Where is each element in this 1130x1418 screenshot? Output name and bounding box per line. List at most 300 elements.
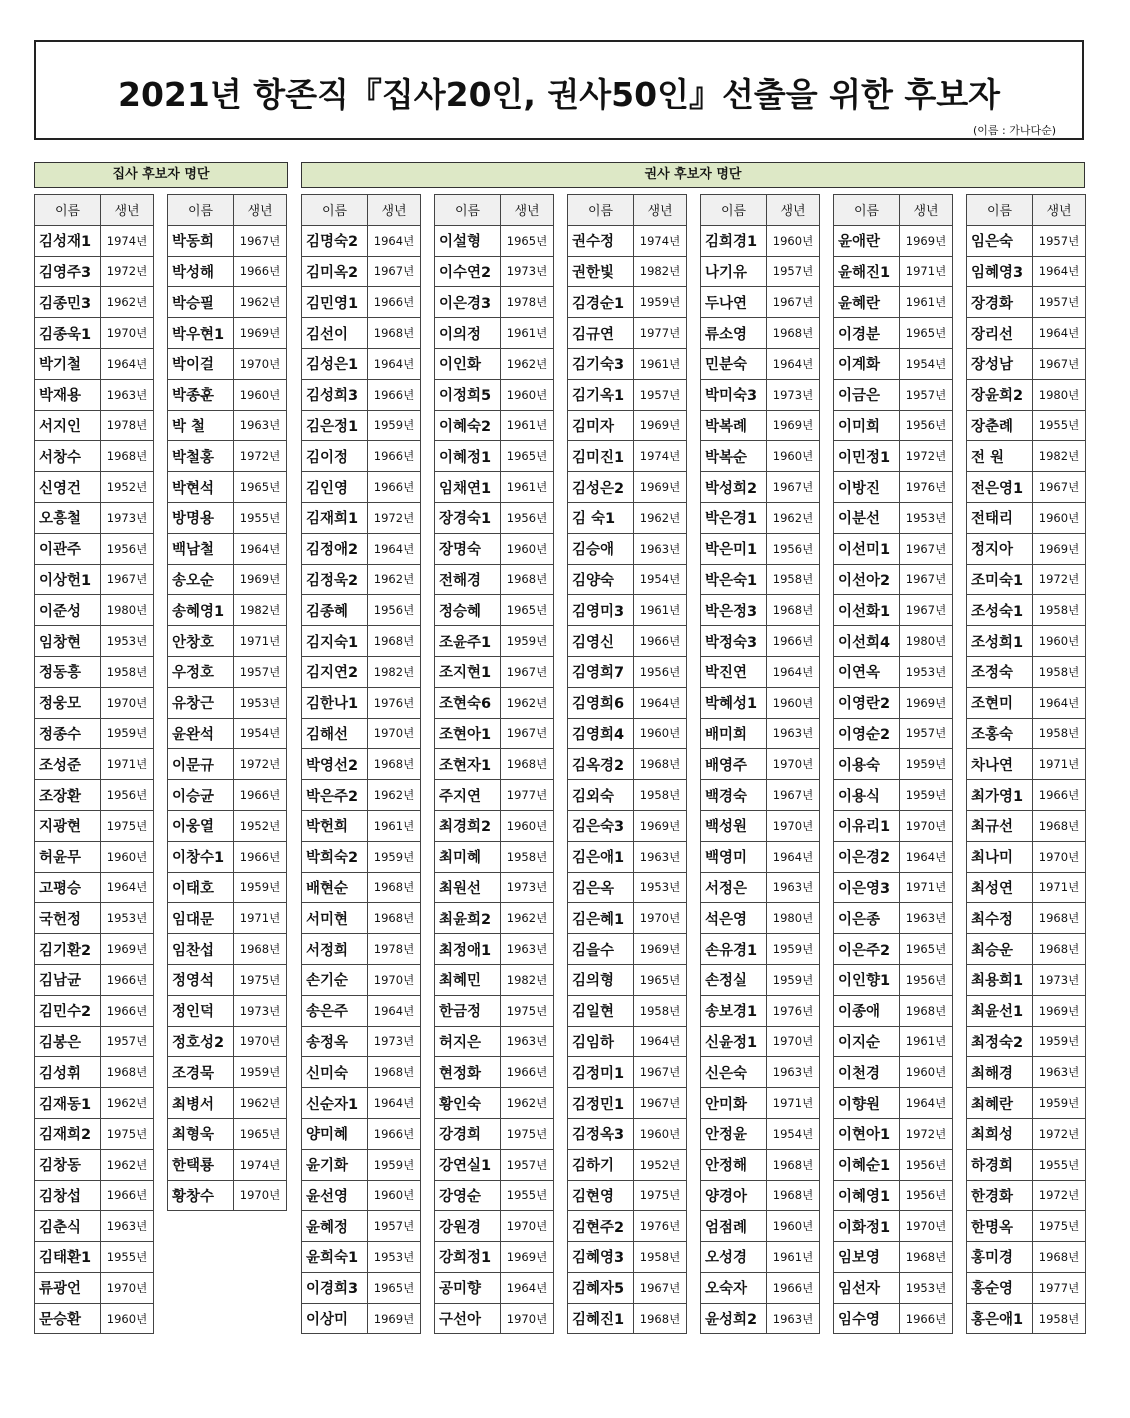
candidate-row (568, 1303, 687, 1334)
candidate-row (568, 749, 687, 780)
candidate-name: 박진연 (701, 656, 767, 687)
candidate-row (701, 903, 820, 934)
candidate-name: 이유리1 (834, 810, 900, 841)
candidate-birth-year: 1961년 (900, 1026, 953, 1057)
candidate-name: 장춘례 (967, 410, 1033, 441)
candidate-birth-year: 1960년 (501, 810, 554, 841)
deacon-list-2 (167, 194, 287, 1211)
kwonsa-list-5 (833, 194, 953, 1334)
candidate-row (435, 1211, 554, 1242)
candidate-row (435, 379, 554, 410)
candidate-birth-year: 1961년 (634, 348, 687, 379)
candidate-row (834, 964, 953, 995)
candidate-row (834, 1088, 953, 1119)
candidate-birth-year: 1962년 (767, 502, 820, 533)
candidate-name: 김기옥1 (568, 379, 634, 410)
candidate-name: 임혜영3 (967, 256, 1033, 287)
candidate-name: 이선미1 (834, 533, 900, 564)
candidate-birth-year: 1966년 (767, 1272, 820, 1303)
candidate-row (302, 564, 421, 595)
candidate-birth-year: 1968년 (101, 441, 154, 472)
candidate-birth-year: 1977년 (501, 780, 554, 811)
candidate-name: 이인화 (435, 348, 501, 379)
candidate-birth-year: 1968년 (900, 1242, 953, 1273)
candidate-birth-year: 1970년 (1033, 841, 1086, 872)
candidate-birth-year: 1957년 (234, 656, 287, 687)
candidate-birth-year: 1957년 (900, 718, 953, 749)
candidate-row (967, 872, 1086, 903)
candidate-birth-year: 1976년 (767, 995, 820, 1026)
candidate-birth-year: 1962년 (101, 1088, 154, 1119)
candidate-row (568, 964, 687, 995)
candidate-name: 김임하 (568, 1026, 634, 1057)
candidate-row (701, 1088, 820, 1119)
candidate-row (35, 780, 154, 811)
candidate-birth-year: 1968년 (368, 903, 421, 934)
candidate-name: 김의형 (568, 964, 634, 995)
candidate-name: 석은영 (701, 903, 767, 934)
candidate-row (834, 348, 953, 379)
candidate-birth-year: 1958년 (1033, 595, 1086, 626)
candidate-row (568, 472, 687, 503)
candidate-birth-year: 1972년 (234, 441, 287, 472)
candidate-birth-year: 1967년 (767, 780, 820, 811)
candidate-birth-year: 1953년 (900, 502, 953, 533)
candidate-row (701, 379, 820, 410)
candidate-birth-year: 1956년 (101, 780, 154, 811)
candidate-row (302, 441, 421, 472)
candidate-row (35, 256, 154, 287)
candidate-name: 최가영1 (967, 780, 1033, 811)
candidate-row (302, 934, 421, 965)
candidate-row (834, 810, 953, 841)
candidate-name: 임채연1 (435, 472, 501, 503)
candidate-birth-year: 1973년 (1033, 964, 1086, 995)
candidate-name: 이현아1 (834, 1118, 900, 1149)
candidate-row (967, 687, 1086, 718)
candidate-row (967, 1242, 1086, 1273)
candidate-name: 박현석 (168, 472, 234, 503)
candidate-name: 김종혜 (302, 595, 368, 626)
candidate-row (967, 1272, 1086, 1303)
candidate-name: 최성연 (967, 872, 1033, 903)
candidate-birth-year: 1959년 (368, 1149, 421, 1180)
candidate-birth-year: 1961년 (900, 287, 953, 318)
candidate-birth-year: 1969년 (234, 564, 287, 595)
candidate-name: 이은주2 (834, 934, 900, 965)
candidate-name: 박희숙2 (302, 841, 368, 872)
candidate-birth-year: 1964년 (101, 348, 154, 379)
candidate-row (168, 379, 287, 410)
candidate-name: 김성재1 (35, 225, 101, 256)
candidate-birth-year: 1967년 (501, 718, 554, 749)
candidate-name: 김정미1 (568, 1057, 634, 1088)
candidate-birth-year: 1966년 (501, 1057, 554, 1088)
candidate-name: 박기철 (35, 348, 101, 379)
candidate-name: 김종욱1 (35, 318, 101, 349)
candidate-name: 장경화 (967, 287, 1033, 318)
candidate-row (568, 1118, 687, 1149)
candidate-birth-year: 1973년 (501, 256, 554, 287)
candidate-row (701, 656, 820, 687)
candidate-name: 김혜자5 (568, 1272, 634, 1303)
candidate-birth-year: 1967년 (900, 564, 953, 595)
candidate-birth-year: 1970년 (900, 1211, 953, 1242)
candidate-birth-year: 1964년 (767, 841, 820, 872)
candidate-row (701, 472, 820, 503)
candidate-row (302, 749, 421, 780)
candidate-row (568, 1088, 687, 1119)
candidate-birth-year: 1964년 (634, 1026, 687, 1057)
candidate-name: 안미화 (701, 1088, 767, 1119)
candidate-birth-year: 1969년 (900, 225, 953, 256)
candidate-name: 조성숙1 (967, 595, 1033, 626)
candidate-name: 윤애란 (834, 225, 900, 256)
candidate-row (35, 903, 154, 934)
candidate-name: 최승운 (967, 934, 1033, 965)
candidate-name: 서지인 (35, 410, 101, 441)
candidate-name: 박은정3 (701, 595, 767, 626)
candidate-row (701, 687, 820, 718)
candidate-birth-year: 1955년 (101, 1242, 154, 1273)
candidate-row (435, 595, 554, 626)
candidate-row (701, 780, 820, 811)
candidate-row (967, 934, 1086, 965)
candidate-row (967, 287, 1086, 318)
candidate-birth-year: 1982년 (1033, 441, 1086, 472)
candidate-row (568, 318, 687, 349)
candidate-birth-year: 1961년 (767, 1242, 820, 1273)
candidate-row (35, 687, 154, 718)
candidate-row (35, 1272, 154, 1303)
candidate-name: 백영미 (701, 841, 767, 872)
candidate-row (435, 1088, 554, 1119)
candidate-row (302, 1057, 421, 1088)
candidate-birth-year: 1968년 (501, 564, 554, 595)
candidate-row (168, 1088, 287, 1119)
candidate-birth-year: 1952년 (234, 810, 287, 841)
candidate-birth-year: 1958년 (634, 780, 687, 811)
candidate-birth-year: 1958년 (634, 995, 687, 1026)
candidate-row (302, 964, 421, 995)
candidate-name: 박승필 (168, 287, 234, 318)
candidate-row (834, 1303, 953, 1334)
candidate-row (568, 810, 687, 841)
kwonsa-section-header: 권사 후보자 명단 (301, 162, 1085, 188)
candidate-row (435, 1026, 554, 1057)
candidate-name: 윤완석 (168, 718, 234, 749)
candidate-name: 김인영 (302, 472, 368, 503)
candidate-row (302, 718, 421, 749)
candidate-birth-year: 1963년 (767, 718, 820, 749)
candidate-birth-year: 1964년 (900, 841, 953, 872)
candidate-row (967, 472, 1086, 503)
candidate-birth-year: 1968년 (234, 934, 287, 965)
candidate-row (302, 225, 421, 256)
candidate-name: 박은숙1 (701, 564, 767, 595)
candidate-birth-year: 1957년 (1033, 225, 1086, 256)
candidate-name: 공미향 (435, 1272, 501, 1303)
candidate-row (568, 225, 687, 256)
candidate-name: 김승애 (568, 533, 634, 564)
candidate-name: 서정은 (701, 872, 767, 903)
candidate-row (168, 256, 287, 287)
candidate-row (568, 656, 687, 687)
candidate-name: 이향원 (834, 1088, 900, 1119)
candidate-birth-year: 1975년 (501, 1118, 554, 1149)
candidate-row (568, 533, 687, 564)
candidate-birth-year: 1964년 (234, 533, 287, 564)
candidate-birth-year: 1953년 (101, 903, 154, 934)
candidate-row (35, 995, 154, 1026)
candidate-birth-year: 1968년 (368, 318, 421, 349)
candidate-birth-year: 1961년 (501, 318, 554, 349)
candidate-name: 김이정 (302, 441, 368, 472)
candidate-birth-year: 1975년 (101, 810, 154, 841)
candidate-row (701, 1303, 820, 1334)
candidate-row (834, 410, 953, 441)
candidate-row (302, 995, 421, 1026)
candidate-row (435, 626, 554, 657)
candidate-row (967, 502, 1086, 533)
candidate-birth-year: 1975년 (234, 964, 287, 995)
candidate-birth-year: 1977년 (1033, 1272, 1086, 1303)
candidate-name: 김성은1 (302, 348, 368, 379)
candidate-row (967, 441, 1086, 472)
candidate-name: 신영건 (35, 472, 101, 503)
candidate-row (168, 1180, 287, 1211)
candidate-birth-year: 1977년 (634, 318, 687, 349)
candidate-birth-year: 1967년 (101, 564, 154, 595)
candidate-name: 허지은 (435, 1026, 501, 1057)
candidate-birth-year: 1976년 (900, 472, 953, 503)
candidate-name: 김미진1 (568, 441, 634, 472)
candidate-row (967, 718, 1086, 749)
candidate-name: 최윤희2 (435, 903, 501, 934)
candidate-name: 양경아 (701, 1180, 767, 1211)
candidate-name: 최원선 (435, 872, 501, 903)
candidate-birth-year: 1952년 (634, 1149, 687, 1180)
candidate-birth-year: 1966년 (634, 626, 687, 657)
candidate-name: 차나연 (967, 749, 1033, 780)
candidate-name: 최혜민 (435, 964, 501, 995)
name-header: 이름 (834, 195, 900, 226)
candidate-name: 김지숙1 (302, 626, 368, 657)
candidate-birth-year: 1964년 (1033, 256, 1086, 287)
candidate-row (967, 1180, 1086, 1211)
candidate-birth-year: 1957년 (101, 1026, 154, 1057)
candidate-row (435, 318, 554, 349)
candidate-birth-year: 1967년 (501, 656, 554, 687)
candidate-row (701, 1211, 820, 1242)
candidate-name: 최규선 (967, 810, 1033, 841)
candidate-name: 김민영1 (302, 287, 368, 318)
candidate-row (35, 1180, 154, 1211)
candidate-birth-year: 1974년 (634, 441, 687, 472)
candidate-row (302, 872, 421, 903)
name-header: 이름 (302, 195, 368, 226)
candidate-birth-year: 1953년 (368, 1242, 421, 1273)
candidate-name: 신은숙 (701, 1057, 767, 1088)
candidate-birth-year: 1980년 (900, 626, 953, 657)
candidate-name: 박정숙3 (701, 626, 767, 657)
candidate-row (435, 287, 554, 318)
candidate-birth-year: 1957년 (900, 379, 953, 410)
candidate-row (701, 718, 820, 749)
candidate-birth-year: 1970년 (634, 903, 687, 934)
candidate-name: 박헌희 (302, 810, 368, 841)
candidate-name: 손유경1 (701, 934, 767, 965)
candidate-row (701, 626, 820, 657)
candidate-birth-year: 1959년 (1033, 1026, 1086, 1057)
candidate-birth-year: 1960년 (767, 687, 820, 718)
candidate-row (967, 1088, 1086, 1119)
candidate-name: 황창수 (168, 1180, 234, 1211)
candidate-row (701, 1180, 820, 1211)
candidate-row (701, 348, 820, 379)
candidate-row (701, 872, 820, 903)
candidate-birth-year: 1967년 (634, 1088, 687, 1119)
birth-year-header: 생년 (900, 195, 953, 226)
candidate-row (701, 1026, 820, 1057)
candidate-name: 전태리 (967, 502, 1033, 533)
candidate-birth-year: 1958년 (1033, 656, 1086, 687)
candidate-name: 김하기 (568, 1149, 634, 1180)
candidate-birth-year: 1956년 (767, 533, 820, 564)
candidate-birth-year: 1958년 (1033, 718, 1086, 749)
candidate-name: 이의정 (435, 318, 501, 349)
candidate-name: 양미혜 (302, 1118, 368, 1149)
candidate-row (568, 1057, 687, 1088)
candidate-birth-year: 1963년 (634, 841, 687, 872)
candidate-birth-year: 1969년 (767, 410, 820, 441)
candidate-row (701, 441, 820, 472)
candidate-row (168, 533, 287, 564)
candidate-row (435, 564, 554, 595)
candidate-birth-year: 1973년 (501, 872, 554, 903)
candidate-row (834, 1026, 953, 1057)
candidate-name: 오성경 (701, 1242, 767, 1273)
candidate-row (701, 502, 820, 533)
candidate-birth-year: 1966년 (368, 441, 421, 472)
candidate-name: 이혜순1 (834, 1149, 900, 1180)
candidate-birth-year: 1956년 (501, 502, 554, 533)
candidate-birth-year: 1980년 (101, 595, 154, 626)
candidate-name: 이영순2 (834, 718, 900, 749)
candidate-row (834, 502, 953, 533)
candidate-name: 고평승 (35, 872, 101, 903)
candidate-row (701, 287, 820, 318)
candidate-name: 정인덕 (168, 995, 234, 1026)
candidate-name: 이정희5 (435, 379, 501, 410)
candidate-birth-year: 1971년 (767, 1088, 820, 1119)
candidate-birth-year: 1965년 (501, 595, 554, 626)
candidate-name: 윤해진1 (834, 256, 900, 287)
candidate-row (568, 718, 687, 749)
candidate-name: 두나연 (701, 287, 767, 318)
candidate-row (435, 749, 554, 780)
candidate-name: 김현영 (568, 1180, 634, 1211)
candidate-row (834, 256, 953, 287)
candidate-birth-year: 1971년 (234, 903, 287, 934)
candidate-row (168, 626, 287, 657)
candidate-birth-year: 1964년 (368, 1088, 421, 1119)
candidate-name: 이상미 (302, 1303, 368, 1334)
candidate-birth-year: 1978년 (368, 934, 421, 965)
candidate-birth-year: 1972년 (101, 256, 154, 287)
candidate-row (967, 318, 1086, 349)
candidate-name: 김영신 (568, 626, 634, 657)
candidate-birth-year: 1963년 (1033, 1057, 1086, 1088)
candidate-row (168, 995, 287, 1026)
candidate-row (35, 348, 154, 379)
candidate-birth-year: 1956년 (634, 656, 687, 687)
candidate-name: 김재희1 (302, 502, 368, 533)
kwonsa-list-2 (434, 194, 554, 1334)
candidate-name: 이은영3 (834, 872, 900, 903)
candidate-birth-year: 1972년 (900, 1118, 953, 1149)
candidate-birth-year: 1956년 (900, 964, 953, 995)
candidate-row (435, 841, 554, 872)
candidate-name: 김성은2 (568, 472, 634, 503)
candidate-row (35, 1242, 154, 1273)
candidate-birth-year: 1955년 (501, 1180, 554, 1211)
candidate-birth-year: 1960년 (1033, 626, 1086, 657)
candidate-row (435, 903, 554, 934)
candidate-birth-year: 1963년 (501, 934, 554, 965)
candidate-name: 안창호 (168, 626, 234, 657)
candidate-name: 엄점례 (701, 1211, 767, 1242)
candidate-birth-year: 1970년 (501, 1211, 554, 1242)
candidate-name: 이미희 (834, 410, 900, 441)
candidate-row (701, 995, 820, 1026)
candidate-name: 최정애1 (435, 934, 501, 965)
candidate-row (568, 564, 687, 595)
candidate-row (168, 1118, 287, 1149)
candidate-birth-year: 1967년 (900, 533, 953, 564)
candidate-row (701, 410, 820, 441)
page-title: 2021년 항존직『집사20인, 권사50인』선출을 위한 후보자 (118, 75, 1000, 114)
candidate-birth-year: 1960년 (501, 379, 554, 410)
birth-year-header: 생년 (101, 195, 154, 226)
candidate-birth-year: 1954년 (900, 348, 953, 379)
candidate-name: 이태호 (168, 872, 234, 903)
candidate-name: 백성원 (701, 810, 767, 841)
candidate-name: 이지순 (834, 1026, 900, 1057)
candidate-name: 한경화 (967, 1180, 1033, 1211)
candidate-row (834, 1272, 953, 1303)
candidate-row (168, 225, 287, 256)
candidate-row (435, 995, 554, 1026)
candidate-name: 이방진 (834, 472, 900, 503)
candidate-birth-year: 1964년 (501, 1272, 554, 1303)
candidate-row (701, 841, 820, 872)
candidate-row (35, 841, 154, 872)
candidate-birth-year: 1970년 (234, 1026, 287, 1057)
candidate-birth-year: 1962년 (234, 1088, 287, 1119)
candidate-name: 방명용 (168, 502, 234, 533)
candidate-birth-year: 1966년 (368, 1118, 421, 1149)
candidate-birth-year: 1973년 (767, 379, 820, 410)
candidate-birth-year: 1972년 (234, 749, 287, 780)
candidate-name: 박미숙3 (701, 379, 767, 410)
candidate-birth-year: 1973년 (101, 502, 154, 533)
candidate-row (302, 318, 421, 349)
candidate-name: 김재동1 (35, 1088, 101, 1119)
candidate-name: 김민수2 (35, 995, 101, 1026)
candidate-birth-year: 1960년 (767, 225, 820, 256)
candidate-row (568, 410, 687, 441)
